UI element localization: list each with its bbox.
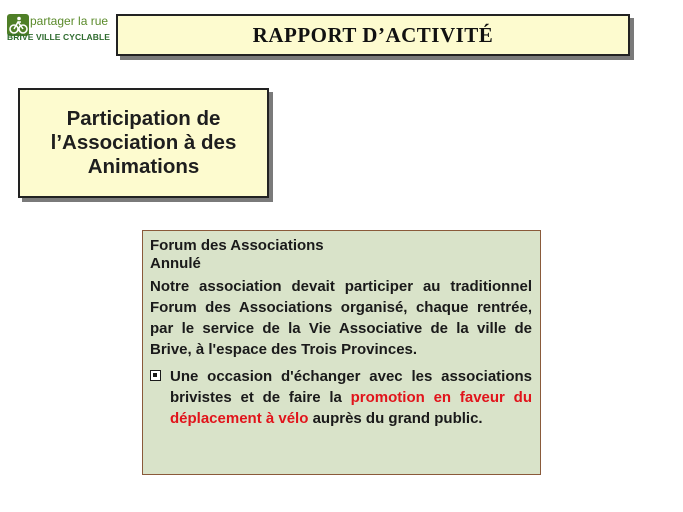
page-title: RAPPORT D’ACTIVITÉ bbox=[252, 22, 494, 47]
section-title-box bbox=[18, 88, 269, 198]
bullet-text-start: Une occasion d'échanger avec les associations brivistes et de faire la bbox=[170, 368, 532, 406]
logo-subtitle: BRIVE VILLE CYCLABLE bbox=[7, 32, 111, 42]
bullet-text-end: auprès du grand public. bbox=[308, 410, 483, 427]
checkbox-bullet-icon bbox=[150, 370, 161, 381]
status-label: Annulé bbox=[150, 255, 201, 272]
description-paragraph: Notre association devait participer au traditionnel Forum des Associations organisé, chaque rentrée, par le service de la Vie Associative de la ville de Brive, à l'espace des Trois Provinces. bbox=[150, 278, 532, 358]
bullet-text bbox=[170, 366, 532, 429]
brand-logo bbox=[7, 14, 111, 44]
header-banner bbox=[116, 14, 630, 56]
forum-heading: Forum des Associations bbox=[150, 237, 324, 254]
bullet-highlight: promotion en faveur du déplacement à vélo bbox=[170, 389, 532, 427]
content-panel bbox=[142, 230, 541, 475]
section-title: Participation de l’Association à des Animations bbox=[50, 107, 237, 178]
logo-tagline: partager la rue bbox=[30, 14, 109, 28]
bullet-item bbox=[150, 366, 532, 429]
